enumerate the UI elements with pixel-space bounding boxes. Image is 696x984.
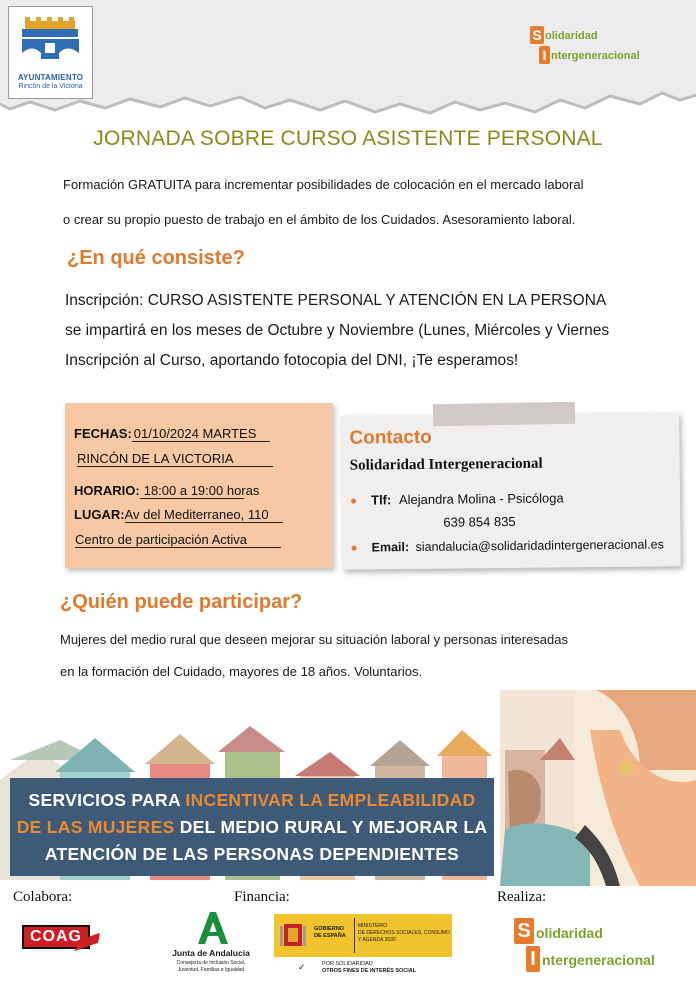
gobierno-divider [354,918,355,953]
logo-letter-i: I [526,946,540,972]
banner-line-2-a: DE LAS MUJERES [16,817,175,837]
logo-letter-s: S [514,918,534,944]
fechas-value: 01/10/2024 MARTES [132,426,270,442]
junta-a-icon [192,910,232,946]
heading-who: ¿Quién puede participar? [60,591,303,613]
colabora-label: Colabora: [13,889,73,905]
coat-of-arms-icon [280,920,306,950]
coag-text: COAG [22,925,90,949]
check-icon: ✓ [298,962,306,972]
banner-line-1 [10,790,494,811]
intro-line-2: o crear su propio puesto de trabajo en el ámbito de los Cuidados. Asesoramiento laboral. [63,212,576,227]
email-row [372,537,664,554]
contact-card [341,412,681,570]
banner-line-1-a: SERVICIOS PARA [28,790,186,810]
realiza-label: Realiza: [497,889,547,905]
junta-name: Junta de Andalucía [172,948,250,958]
lugar-row [74,507,283,523]
place-row [77,451,273,467]
ayuntamiento-name: AYUNTAMIENTO [17,73,84,82]
logo-letter-s: S [530,26,544,44]
logo-word-2: ntergeneracional [542,952,655,968]
place-value: RINCÓN DE LA VICTORIA [77,451,273,467]
banner-line-2 [10,817,494,838]
lugar-label: LUGAR: [74,507,125,522]
banner-line-2-b: DEL MEDIO RURAL Y MEJORAR LA [174,817,488,837]
what-line-1: Inscripción: CURSO ASISTENTE PERSONAL Y ATENCIÓN EN LA PERSONA [65,292,607,309]
banner-line-1-b: INCENTIVAR LA EMPLEABILIDAD [185,790,476,810]
logo-word-1: olidaridad [545,30,598,42]
logo-word-1: olidaridad [536,925,603,941]
banner [10,778,494,876]
castle-icon [9,7,92,71]
gobierno-logo [274,914,452,957]
center-value: Centro de participación Activa [75,532,281,548]
contact-org: Solidaridad Intergeneracional [349,455,543,474]
horario-value: 18:00 a 19:00 horas [140,483,244,499]
email-label: Email: [371,540,410,555]
fechas-row [74,426,270,442]
coag-swoosh-icon [72,929,102,955]
solidaridad-logo-top [530,26,670,66]
intro-line-1: Formación GRATUITA para incrementar posibilidades de colocación en el mercado laboral [63,177,584,192]
gobierno-1: GOBIERNO [314,926,344,932]
fechas-label: FECHAS: [74,426,132,441]
coag-logo [22,925,100,951]
who-line-2: en la formación del Cuidado, mayores de 18 años. Voluntarios. [60,664,423,679]
tlf-number[interactable]: 639 854 835 [443,513,516,530]
ministerio-2: DE DERECHOS SOCIALES, CONSUMO [358,930,450,936]
junta-sub-2: Juventud, Familias e Igualdad [177,967,245,973]
junta-logo [168,910,254,976]
por-solidaridad: POR SOLIDARIDAD [322,961,373,967]
bullet-icon [352,546,357,551]
horario-label: HORARIO: [74,483,140,498]
ayuntamiento-logo [8,6,93,99]
ayuntamiento-place: Rincón de la Victoria [18,83,83,90]
tlf-name: Alejandra Molina - Psicóloga [398,490,564,508]
gobierno-2: DE ESPAÑA [314,933,346,939]
logo-word-2: ntergeneracional [551,50,640,62]
banner-line-3: ATENCIÓN DE LAS PERSONAS DEPENDIENTES [44,844,460,864]
logo-letter-i: I [539,46,550,64]
financia-label: Financia: [234,889,290,905]
what-line-2: se impartirá en los meses de Octubre y Noviembre (Lunes, Miércoles y Viernes [65,322,610,339]
horario-row [74,483,260,499]
heading-what: ¿En qué consiste? [67,247,245,269]
ministerio-1: MINISTERIO [358,923,388,929]
lugar-value: Av del Mediterraneo, 110 [125,507,283,523]
contact-heading: Contacto [349,426,432,449]
bullet-icon [351,499,356,504]
who-line-1: Mujeres del medio rural que deseen mejorar su situación laboral y personas interesadas [60,632,568,647]
tlf-label: Tlf: [371,492,392,508]
ministerio-3: Y AGENDA 2030 [358,937,396,943]
junta-sub-1: Consejería de Inclusión Social, [176,960,246,966]
dates-box [65,403,333,568]
tlf-row [371,490,564,507]
what-line-3: Inscripción al Curso, aportando fotocopia del DNI, ¡Te esperamos! [65,352,519,369]
otros-fines: OTROS FINES DE INTERÉS SOCIAL [322,968,417,974]
solidaridad-logo-footer [514,918,684,974]
tape-strip [433,402,575,426]
email-value[interactable]: siandalucia@solidaridadintergeneracional.es [415,537,664,555]
center-row [75,532,281,548]
page-title: JORNADA SOBRE CURSO ASISTENTE PERSONAL [93,127,603,150]
